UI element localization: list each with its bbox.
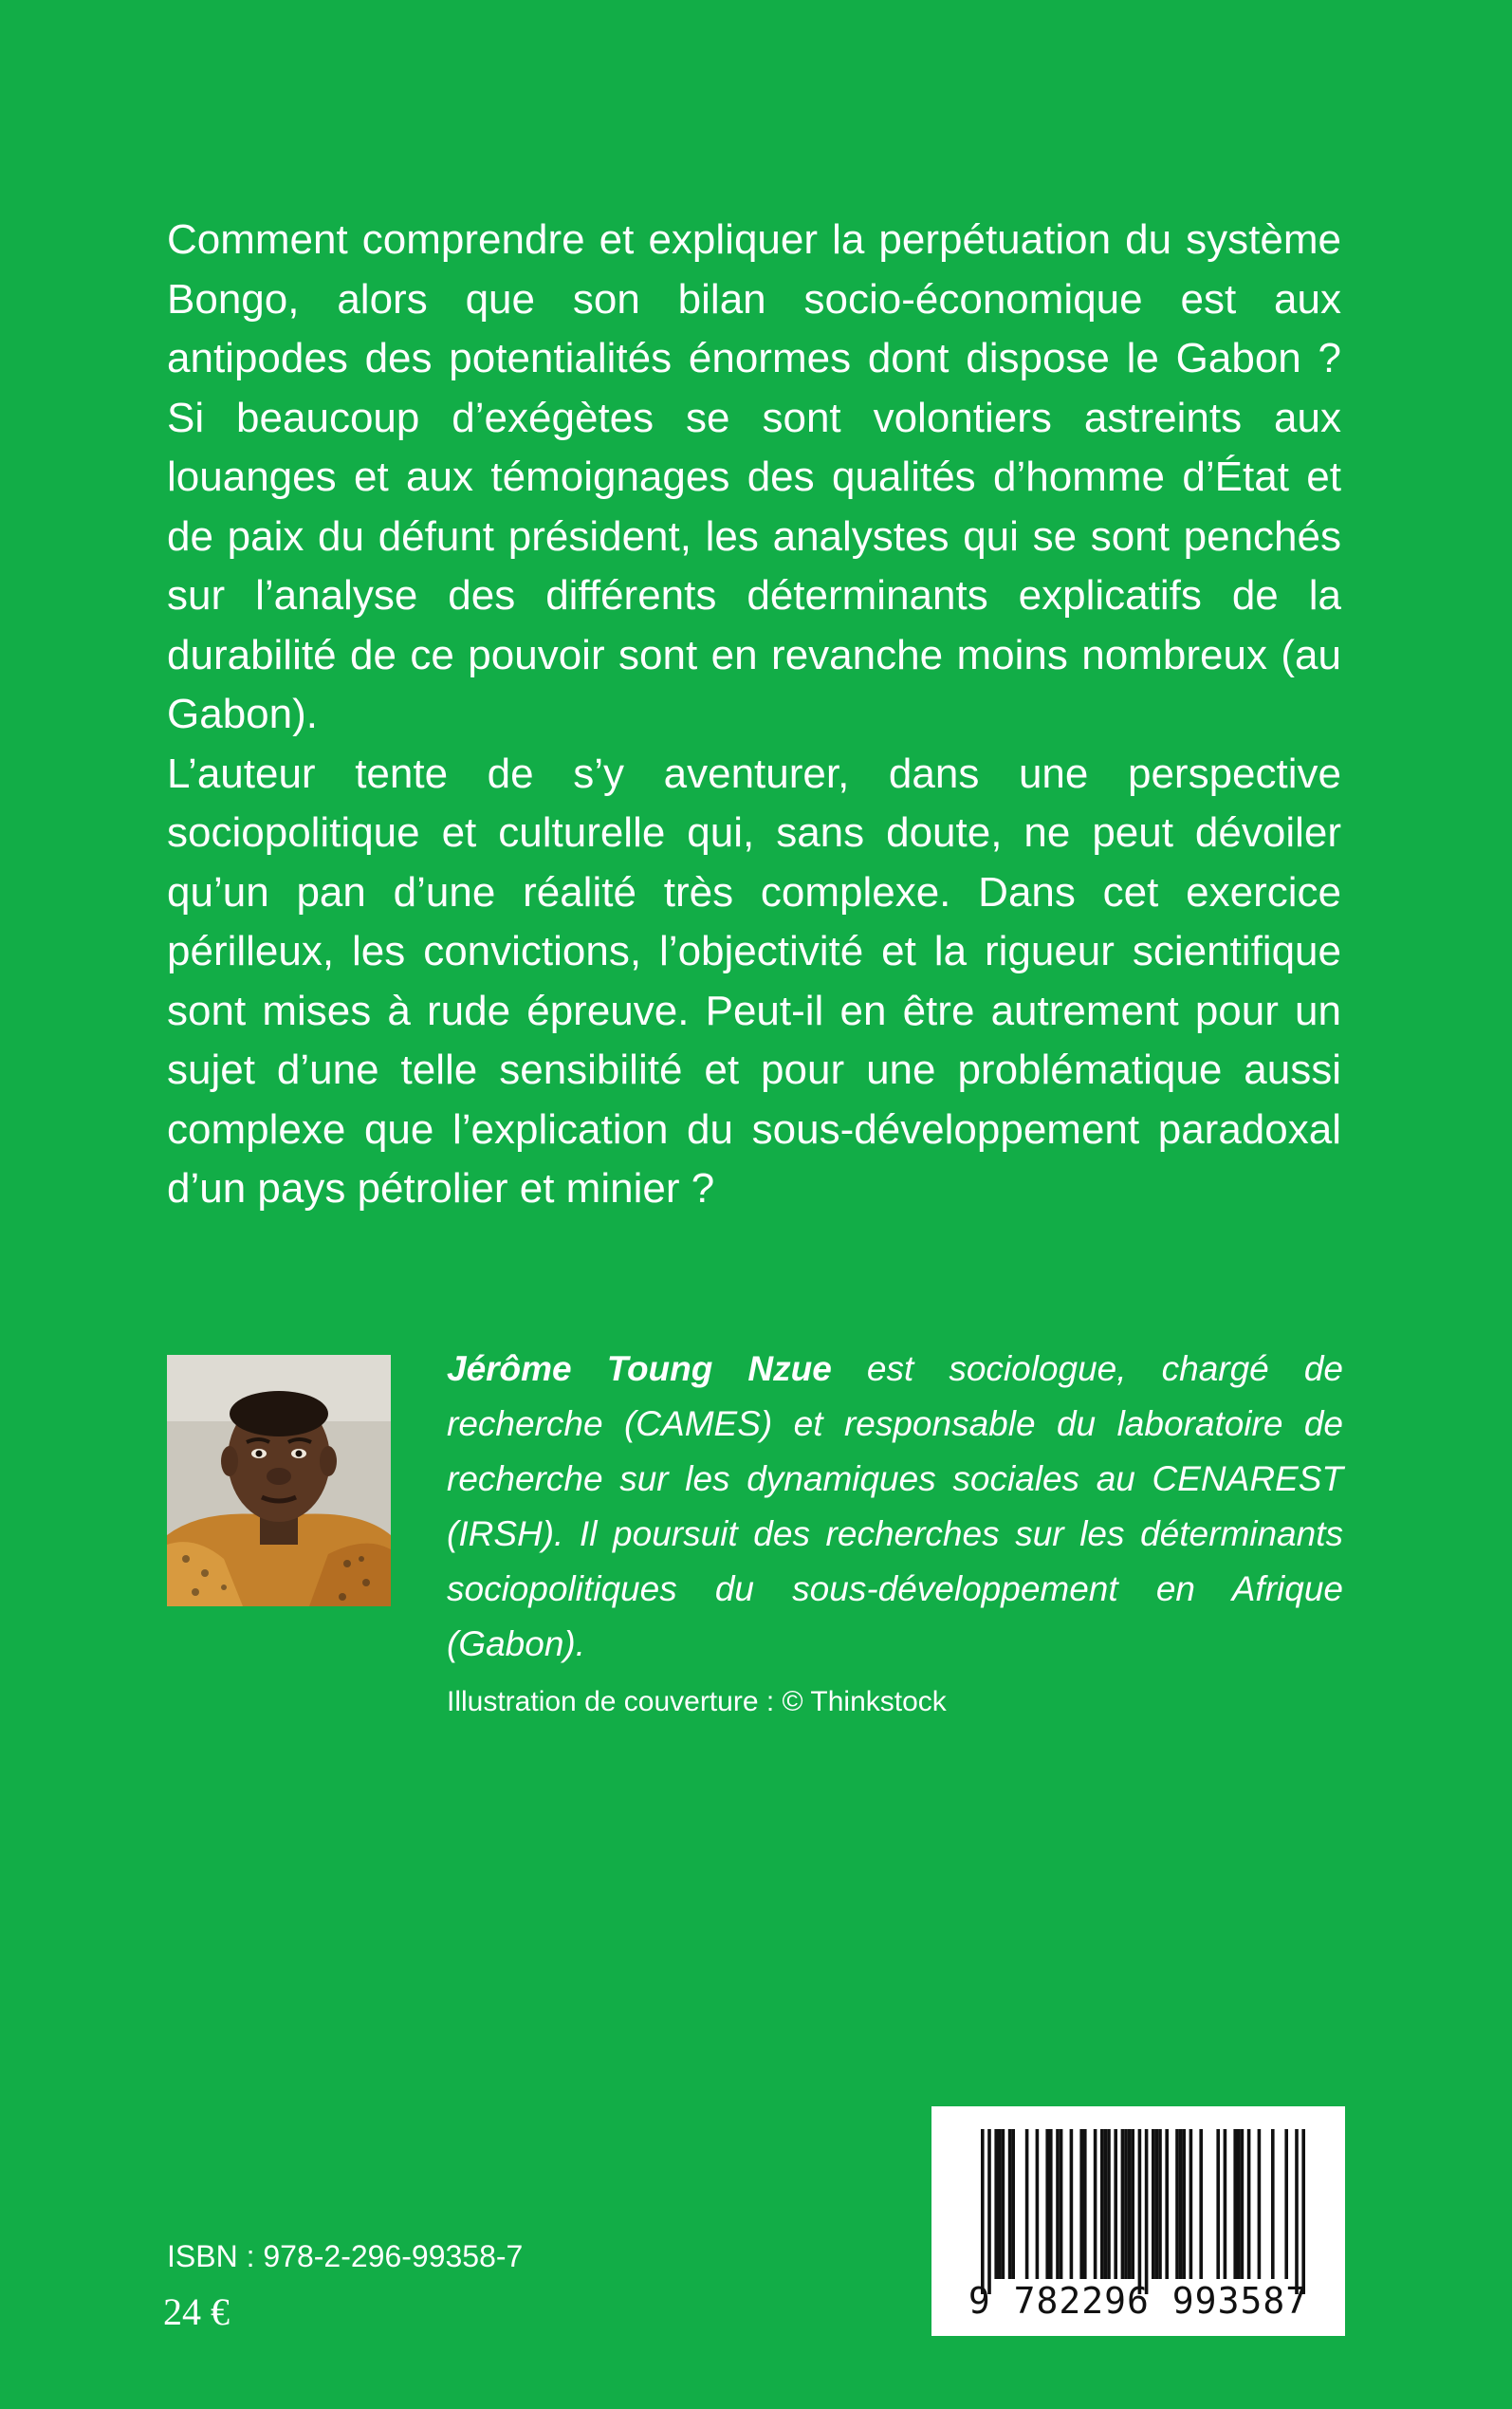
barcode-bar	[987, 2129, 991, 2294]
barcode-bar	[1079, 2129, 1083, 2279]
barcode-bar	[1011, 2129, 1015, 2279]
cover-illustration-credit: Illustration de couverture : © Thinkstock	[447, 1686, 947, 1717]
barcode-bar	[1107, 2129, 1111, 2279]
barcode-bar	[1158, 2129, 1162, 2279]
barcode-bar	[1175, 2129, 1179, 2279]
barcode-bar	[1182, 2129, 1186, 2279]
barcode-bar	[1056, 2129, 1060, 2279]
blurb-paragraph-1: Comment comprendre et expliquer la perpétuation du système Bongo, alors que son bilan socio-économique est aux antipodes des potentialités énormes dont dispose le Gabon ? Si beaucoup d’exégètes se sont volontiers astreints aux louanges et aux témoignages des qualités d’homme d’État et de paix du défunt président, les analystes qui se sont penchés sur l’analyse des différents déterminants explicatifs de la durabilité de ce pouvoir sont en revanche moins nombreux (au Gabon).	[167, 216, 1341, 737]
barcode-bar	[1114, 2129, 1117, 2279]
barcode-bar	[1138, 2129, 1142, 2294]
barcode-bar	[1237, 2129, 1241, 2279]
barcode	[931, 2106, 1345, 2336]
barcode-bar	[1008, 2129, 1012, 2279]
author-photo	[167, 1355, 391, 1606]
barcode-bar	[1284, 2129, 1288, 2279]
barcode-bar	[1271, 2129, 1275, 2279]
barcode-bar	[1295, 2129, 1299, 2294]
barcode-digits: 9 782296 993587	[968, 2280, 1309, 2322]
price: 24 €	[163, 2290, 230, 2333]
barcode-bar	[1049, 2129, 1053, 2279]
barcode-bar	[1179, 2129, 1183, 2279]
barcode-bar	[1233, 2129, 1237, 2279]
barcode-bar	[1036, 2129, 1040, 2279]
barcode-bar	[998, 2129, 1002, 2279]
barcode-bar	[1124, 2129, 1128, 2279]
barcode-bar	[1128, 2129, 1132, 2279]
author-name: Jérôme Toung Nzue	[447, 1349, 832, 1388]
barcode-bar	[1152, 2129, 1155, 2279]
barcode-bar	[1216, 2129, 1220, 2279]
barcode-bar	[1145, 2129, 1149, 2294]
author-bio	[447, 1342, 1343, 1672]
barcode-bar	[1094, 2129, 1097, 2279]
barcode-bar	[1070, 2129, 1074, 2279]
isbn: ISBN : 978-2-296-99358-7	[167, 2239, 524, 2273]
barcode-bar	[1104, 2129, 1108, 2279]
barcode-bar	[1155, 2129, 1159, 2279]
barcode-bar	[1258, 2129, 1262, 2279]
barcode-bar	[1224, 2129, 1227, 2279]
barcode-bar	[994, 2129, 998, 2279]
barcode-bar	[1025, 2129, 1029, 2279]
barcode-bar	[1045, 2129, 1049, 2279]
barcode-bar	[1002, 2129, 1005, 2279]
barcode-bar	[1100, 2129, 1104, 2279]
barcode-bar	[1083, 2129, 1087, 2279]
barcode-bar	[1121, 2129, 1125, 2279]
author-bio-text: est sociologue, chargé de recherche (CAMES) et responsable du laboratoire de recherche sur les dynamiques sociales au CENAREST (IRSH). Il poursuit des recherches sur les déterminants sociopolitiques du sous-développement en Afrique (Gabon).	[447, 1349, 1343, 1663]
barcode-bar	[1165, 2129, 1169, 2279]
barcode-bar	[1131, 2129, 1134, 2279]
barcode-bar	[1301, 2129, 1305, 2294]
barcode-bar	[1060, 2129, 1063, 2279]
barcode-bar	[1199, 2129, 1203, 2279]
barcode-bar	[981, 2129, 985, 2294]
back-cover-blurb	[167, 211, 1341, 1219]
barcode-bar	[1241, 2129, 1245, 2279]
blurb-paragraph-2: L’auteur tente de s’y aventurer, dans une perspective sociopolitique et culturelle qui, sans doute, ne peut dévoiler qu’un pan d’une réalité très complexe. Dans cet exercice périlleux, les convictions, l’objectivité et la rigueur scientifique sont mises à rude épreuve. Peut-il en être autrement pour un sujet d’une telle sensibilité et pour une problématique aussi complexe que l’explication du sous-développement paradoxal d’un pays pétrolier et minier ?	[167, 750, 1341, 1212]
barcode-bar	[1189, 2129, 1193, 2279]
barcode-bar	[1247, 2129, 1251, 2279]
